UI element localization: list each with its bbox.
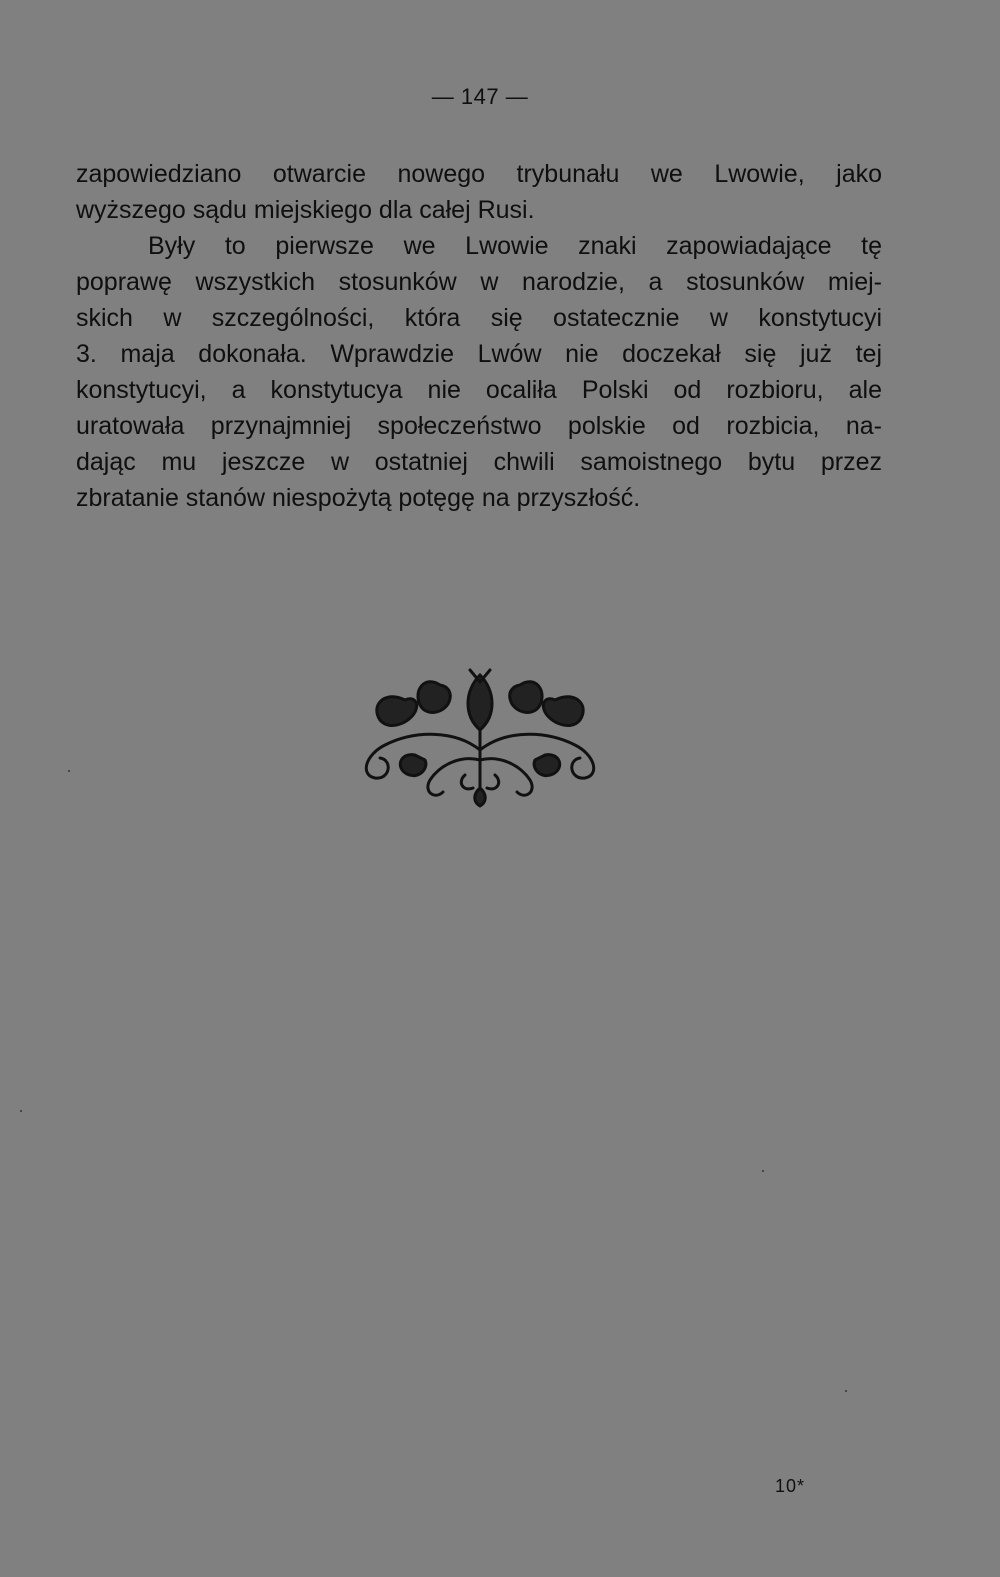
floral-vignette-icon bbox=[345, 660, 615, 810]
printer-signature: 10* bbox=[775, 1476, 806, 1496]
text-line: zapowiedziano otwarcie nowego trybunału we Lwowie, jako bbox=[76, 160, 882, 188]
paper-speck bbox=[20, 1110, 22, 1112]
text-line: poprawę wszystkich stosunków w narodzie, a stosunków miej- bbox=[76, 268, 882, 296]
text-line: wyższego sądu miejskiego dla całej Rusi. bbox=[76, 196, 535, 224]
body-text bbox=[76, 156, 882, 516]
paper-speck bbox=[762, 1170, 764, 1172]
text-line: uratowała przynajmniej społeczeństwo polskie od rozbicia, na- bbox=[76, 412, 882, 440]
text-line: skich w szczególności, która się ostatecznie w konstytucyi bbox=[76, 304, 882, 332]
paper-speck bbox=[68, 770, 70, 772]
paper-speck bbox=[845, 1390, 847, 1392]
page-number: — 147 — bbox=[431, 84, 529, 109]
text-line: 3. maja dokonała. Wprawdzie Lwów nie doczekał się już tej bbox=[76, 340, 882, 368]
text-line: Były to pierwsze we Lwowie znaki zapowiadające tę bbox=[148, 232, 882, 260]
text-line: konstytucyi, a konstytucya nie ocaliła Polski od rozbioru, ale bbox=[76, 376, 882, 404]
text-line: dając mu jeszcze w ostatniej chwili samoistnego bytu przez bbox=[76, 448, 882, 476]
text-line: zbratanie stanów niespożytą potęgę na przyszłość. bbox=[76, 484, 641, 512]
